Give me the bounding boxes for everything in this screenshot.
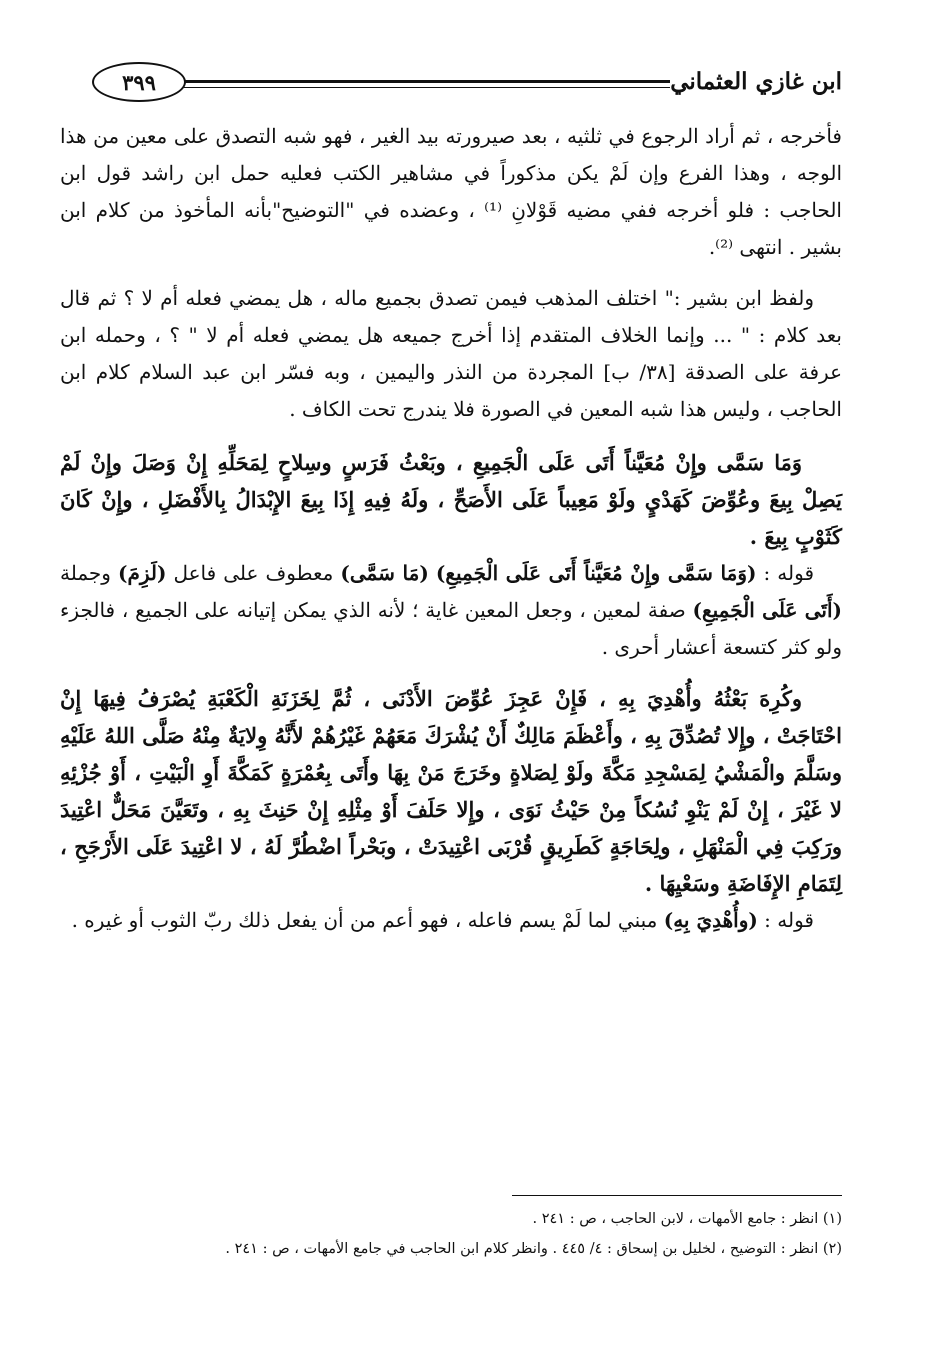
quoted-matn: (وَمَا سَمَّى وإِنْ مُعَيَّناً أَتَى عَلَى الْجَمِيعِ) bbox=[435, 561, 757, 585]
commentary-2-text: مبني لما لَمْ يسم فاعله ، فهو أعم من أن يفعل ذلك ربّ الثوب أو غيره . bbox=[71, 908, 664, 932]
quoted-matn: (لَزِمَ) bbox=[117, 561, 167, 585]
commentary-1 bbox=[60, 555, 842, 666]
matn-passage-2: وكُرِهَ بَعْثُهُ وأُهْدِيَ بِهِ ، فَإِنْ عَجِزَ عُوِّضَ الأَدْنَى ، ثُمَّ لِخَزَنَةِ الْكَعْبَةِ يُصْرَفُ فِيهَا إِنْ احْتَاجَتْ ، وإِلا تُصُدِّقَ بِهِ ، وأَعْظَمَ مَالِكٌ أَنْ يُشْرَكَ مَعَهُمْ غَيْرُهُمْ لأَنَّهُ وِلايَةٌ مِنْهُ صَلَّى اللهُ عَلَيْهِ وسَلَّمَ والْمَشْيُ لِمَسْجِدِ مَكَّةَ ولَوْ لِصَلاةٍ وخَرَجَ مَنْ بِهَا وأَتَى بِعُمْرَةٍ كَمَكَّةَ أَوِ الْبَيْتِ ، أَوْ جُزْئِهِ لا غَيْرَ ، إِنْ لَمْ يَنْوِ نُسُكاً مِنْ حَيْثُ نَوَى ، وإِلا حَلَفَ أَوْ مِثْلِهِ إِنْ حَنِثَ بِهِ ، وتَعَيَّنَ مَحَلٌّ اعْتِيدَ ورَكِبَ فِي الْمَنْهَلِ ، ولِحَاجَةٍ كَطَرِيقٍ قُرْبَى اعْتِيدَتْ ، وبَحْراً اضْطُرَّ لَهُ ، لا اعْتِيدَ عَلَى الأَرْجَحِ ، لِتَمَامِ الإِفَاضَةِ وسَعْيِهَا . bbox=[60, 686, 842, 896]
commentary-2 bbox=[60, 902, 842, 939]
commentary-1-text: معطوف على فاعل bbox=[166, 561, 341, 585]
page-number: ٣٩٩ bbox=[92, 62, 186, 102]
commentary-1-prefix: قوله : bbox=[756, 561, 815, 585]
running-title: ابن غازي العثماني bbox=[670, 68, 842, 95]
quoted-matn: (أَتَى عَلَى الْجَمِيعِ) bbox=[692, 598, 843, 622]
page-body bbox=[60, 118, 842, 939]
header-rule bbox=[184, 80, 670, 83]
matn-passage-1: وَمَا سَمَّى وإِنْ مُعَيَّناً أَتَى عَلَى الْجَمِيعِ ، وبَعْثُ فَرَسٍ وسِلاحٍ لِمَحَلِّهِ إِنْ وَصَلَ وإِنْ لَمْ يَصِلْ بِيعَ وعُوِّضَ كَهَدْيٍ ولَوْ مَعِيباً عَلَى الأَصَحِّ ، ولَهُ فِيهِ إِذَا بِيعَ الإِبْدَالُ بِالأَفْضَلِ ، وإِنْ كَانَ كَثَوْبٍ بِيعَ . bbox=[60, 450, 842, 549]
commentary-1-text: صفة لمعين ، وجعل المعين غاية ؛ لأنه الذي يمكن إتيانه على الجميع ، فالجزء ولو كثر كتسعة أعشار أحرى . bbox=[60, 598, 842, 659]
quoted-matn: (وأُهْدِيَ بِهِ) bbox=[663, 908, 758, 932]
footnote-rule bbox=[512, 1195, 842, 1196]
footnote-1: (١) انظر : جامع الأمهات ، لابن الحاجب ، ص : ٢٤١ . bbox=[532, 1211, 842, 1227]
page-header bbox=[70, 58, 842, 110]
commentary-1-text: وجملة bbox=[60, 561, 118, 585]
footnote-2: (٢) انظر : التوضيح ، لخليل بن إسحاق : ٤/ ٤٤٥ . وانظر كلام ابن الحاجب في جامع الأمهات ، ص : ٢٤١ . bbox=[225, 1241, 842, 1257]
commentary-2-prefix: قوله : bbox=[757, 908, 814, 932]
page bbox=[60, 52, 842, 1342]
header-rule-thin bbox=[184, 87, 670, 88]
quoted-matn: (مَا سَمَّى) bbox=[340, 561, 429, 585]
paragraph-1: فأخرجه ، ثم أراد الرجوع في ثلثيه ، بعد صيرورته بيد الغير ، فهو شبه التصدق على معين من هذا الوجه ، وهذا الفرع وإن لَمْ يكن مذكوراً في مشاهير الكتب فعليه حمل ابن راشد قول ابن الحاجب : فلو أخرجه ففي مضيه قَوْلانِ ⁽¹⁾ ، وعضده في "التوضيح"بأنه المأخوذ من كلام ابن بشير . انتهى ⁽²⁾. bbox=[60, 124, 842, 259]
paragraph-2: ولفظ ابن بشير :" اختلف المذهب فيمن تصدق بجميع ماله ، هل يمضي فعله أم لا ؟ ثم قال بعد كلام : " ... وإنما الخلاف المتقدم إذا أخرج جميعه هل يمضي فعله أم لا " ؟ ، وحمله ابن عرفة على الصدقة [٣٨/ ب] المجردة من النذر واليمين ، وبه فسّر ابن عبد السلام كلام ابن الحاجب ، وليس هذا شبه المعين في الصورة فلا يندرج تحت الكاف . bbox=[60, 286, 842, 421]
footnotes bbox=[60, 1204, 842, 1264]
